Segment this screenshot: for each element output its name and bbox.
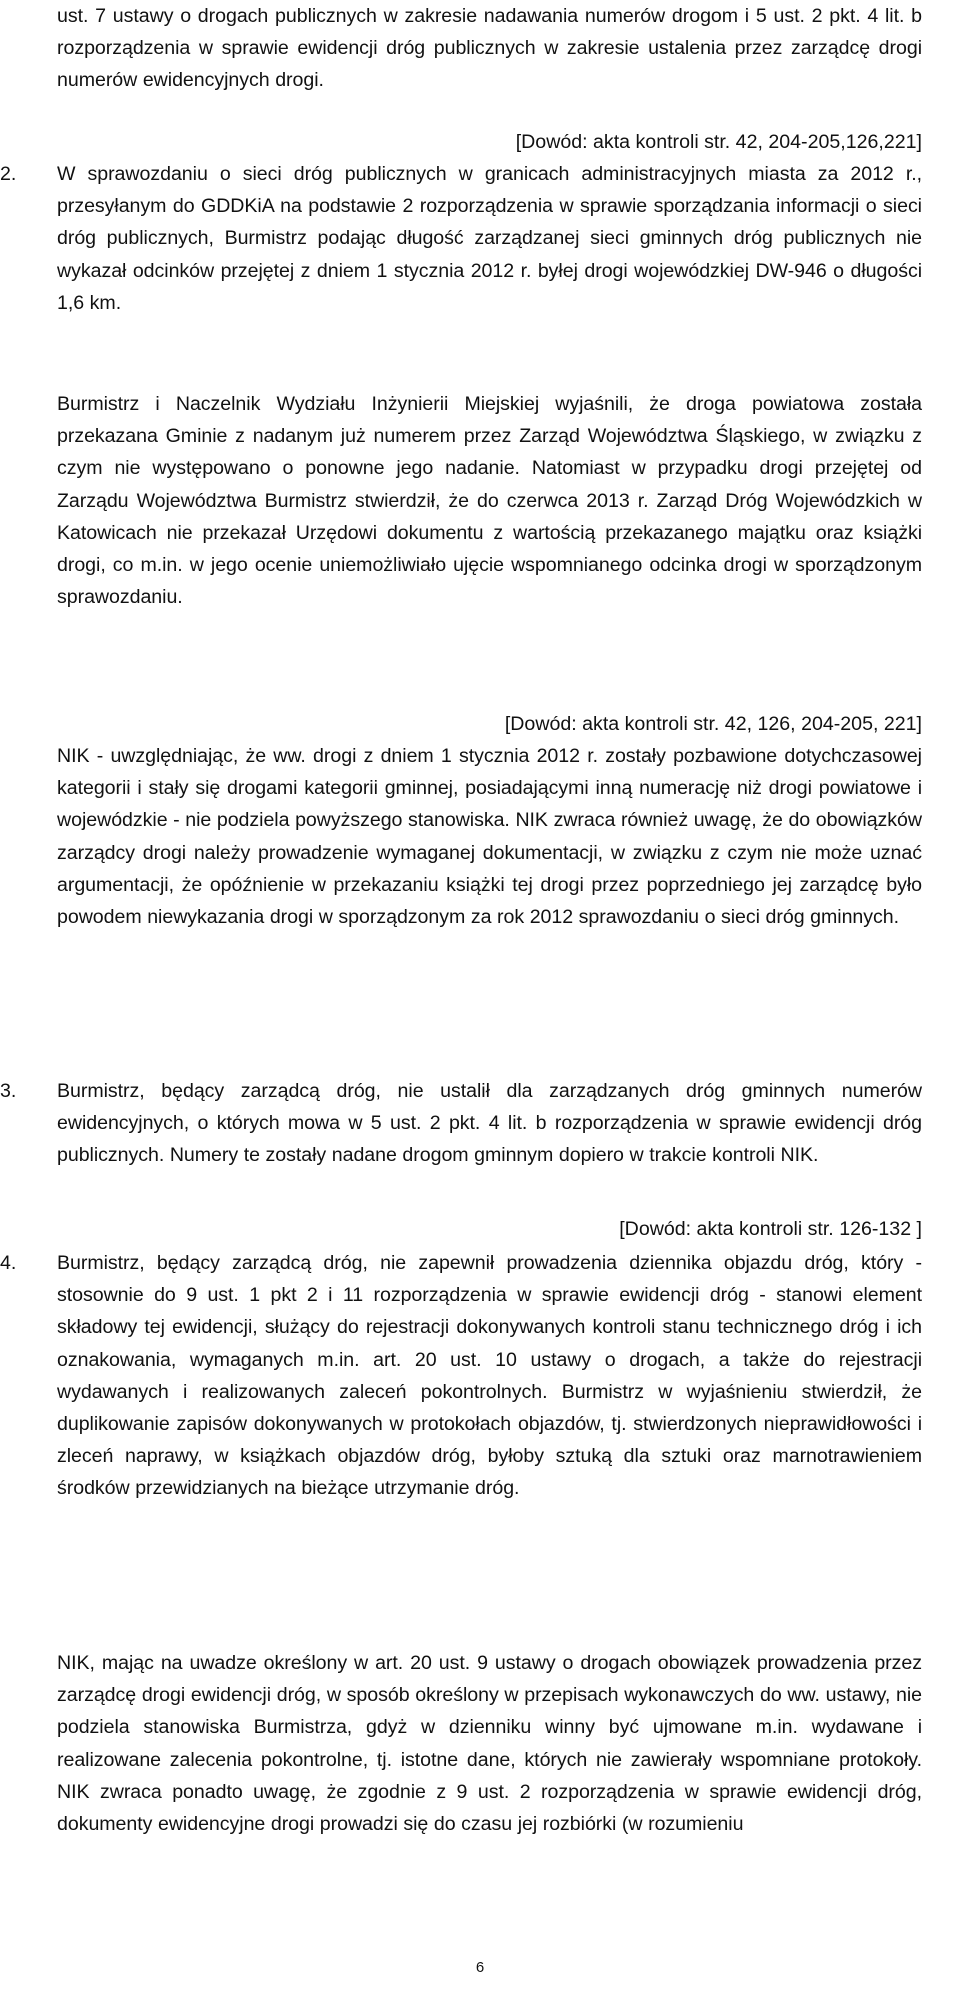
numbered-item-2 [0,158,922,319]
item-number: 4. [0,1252,17,1274]
item-text: Burmistrz, będący zarządcą dróg, nie zapewnił prowadzenia dziennika objazdu dróg, który - stosownie do 9 ust. 1 pkt 2 i 11 rozporządzenia w sprawie ewidencji dróg - stanowi element składowy tej ewidencji, służący do rejestracji dokonywanych kontroli stanu technicznego dróg i ich oznakowania, wymaganych m.in. art. 20 ust. 10 ustawy o drogach, a także do rejestracji wydawanych i realizowanych zaleceń pokontrolnych. Burmistrz w wyjaśnieniu stwierdził, że duplikowanie zapisów dokonywanych w protokołach objazdów, tj. stwierdzonych nieprawidłowości i zleceń naprawy, w książkach objazdów dróg, byłoby sztuką dla sztuki oraz marnotrawieniem środków przewidzianych na bieżące utrzymanie dróg. [57,1252,922,1500]
item-number: 2. [0,163,17,185]
numbered-item-3 [0,1075,922,1172]
evidence-reference: [Dowód: akta kontroli str. 126-132 ] [619,1218,922,1240]
page-number: 6 [475,1959,485,1976]
item-text: W sprawozdaniu o sieci dróg publicznych w granicach administracyjnych miasta za 2012 r., przesyłanym do GDDKiA na podstawie 2 rozporządzenia w sprawie sporządzania informacji o sieci dróg publicznych, Burmistrz podając długość zarządzanej sieci gminnych dróg publicznych nie wykazał odcinków przejętej z dniem 1 stycznia 2012 r. byłej drogi wojewódzkiej DW-946 o długości 1,6 km. [57,163,922,314]
item-text: Burmistrz, będący zarządcą dróg, nie ustalił dla zarządzanych dróg gminnych numerów ewidencyjnych, o których mowa w 5 ust. 2 pkt. 4 lit. b rozporządzenia w sprawie ewidencji dróg publicznych. Numery te zostały nadane drogom gminnym dopiero w trakcie kontroli NIK. [57,1080,922,1167]
nik-assessment-paragraph: NIK - uwzględniając, że ww. drogi z dniem 1 stycznia 2012 r. zostały pozbawione dotychczasowej kategorii i stały się drogami kategorii gminnej, posiadającymi inną numerację niż drogi powiatowe i wojewódzkie - nie podziela powyższego stanowiska. NIK zwraca również uwagę, że do obowiązków zarządcy drogi należy prowadzenie wymaganej dokumentacji, w związku z czym nie może uznać argumentacji, że opóźnienie w przekazaniu książki tej drogi przez poprzedniego jej zarządcę było powodem niewykazania drogi w sporządzonym za rok 2012 sprawozdaniu o sieci dróg gminnych. [57,745,922,929]
evidence-reference: [Dowód: akta kontroli str. 42, 204-205,126,221] [515,131,922,153]
evidence-reference: [Dowód: akta kontroli str. 42, 126, 204-205, 221] [504,713,922,735]
item-number: 3. [0,1080,17,1102]
explanation-paragraph: Burmistrz i Naczelnik Wydziału Inżynierii Miejskiej wyjaśnili, że droga powiatowa została przekazana Gminie z nadanym już numerem przez Zarząd Województwa Śląskiego, w związku z czym nie występowano o ponowne jego nadanie. Natomiast w przypadku drogi przejętej od Zarządu Województwa Burmistrz stwierdził, że do czerwca 2013 r. Zarząd Dróg Wojewódzkich w Katowicach nie przekazał Urzędowi dokumentu z wartością przekazanego majątku oraz książki drogi, co m.in. w jego ocenie uniemożliwiało ujęcie wspomnianego odcinka drogi w sporządzonym sprawozdaniu. [57,393,922,609]
continuation-paragraph: ust. 7 ustawy o drogach publicznych w zakresie nadawania numerów drogom i 5 ust. 2 pkt. 4 lit. b rozporządzenia w sprawie ewidencji dróg publicznych w zakresie ustalenia przez zarządcę drogi numerów ewidencyjnych drogi. [57,5,922,92]
numbered-item-4 [0,1247,922,1505]
nik-assessment-paragraph: NIK, mając na uwadze określony w art. 20 ust. 9 ustawy o drogach obowiązek prowadzenia przez zarządcę drogi ewidencji dróg, w sposób określony w przepisach wykonawczych do ww. ustawy, nie podziela stanowiska Burmistrza, gdyż w dzienniku winny być ujmowane m.in. wydawane i realizowane zalecenia pokontrolne, tj. istotne dane, których nie zawierały wspomniane protokoły. NIK zwraca ponadto uwagę, że zgodnie z 9 ust. 2 rozporządzenia w sprawie ewidencji dróg, dokumenty ewidencyjne drogi prowadzi się do czasu jej rozbiórki (w rozumieniu [57,1652,922,1836]
